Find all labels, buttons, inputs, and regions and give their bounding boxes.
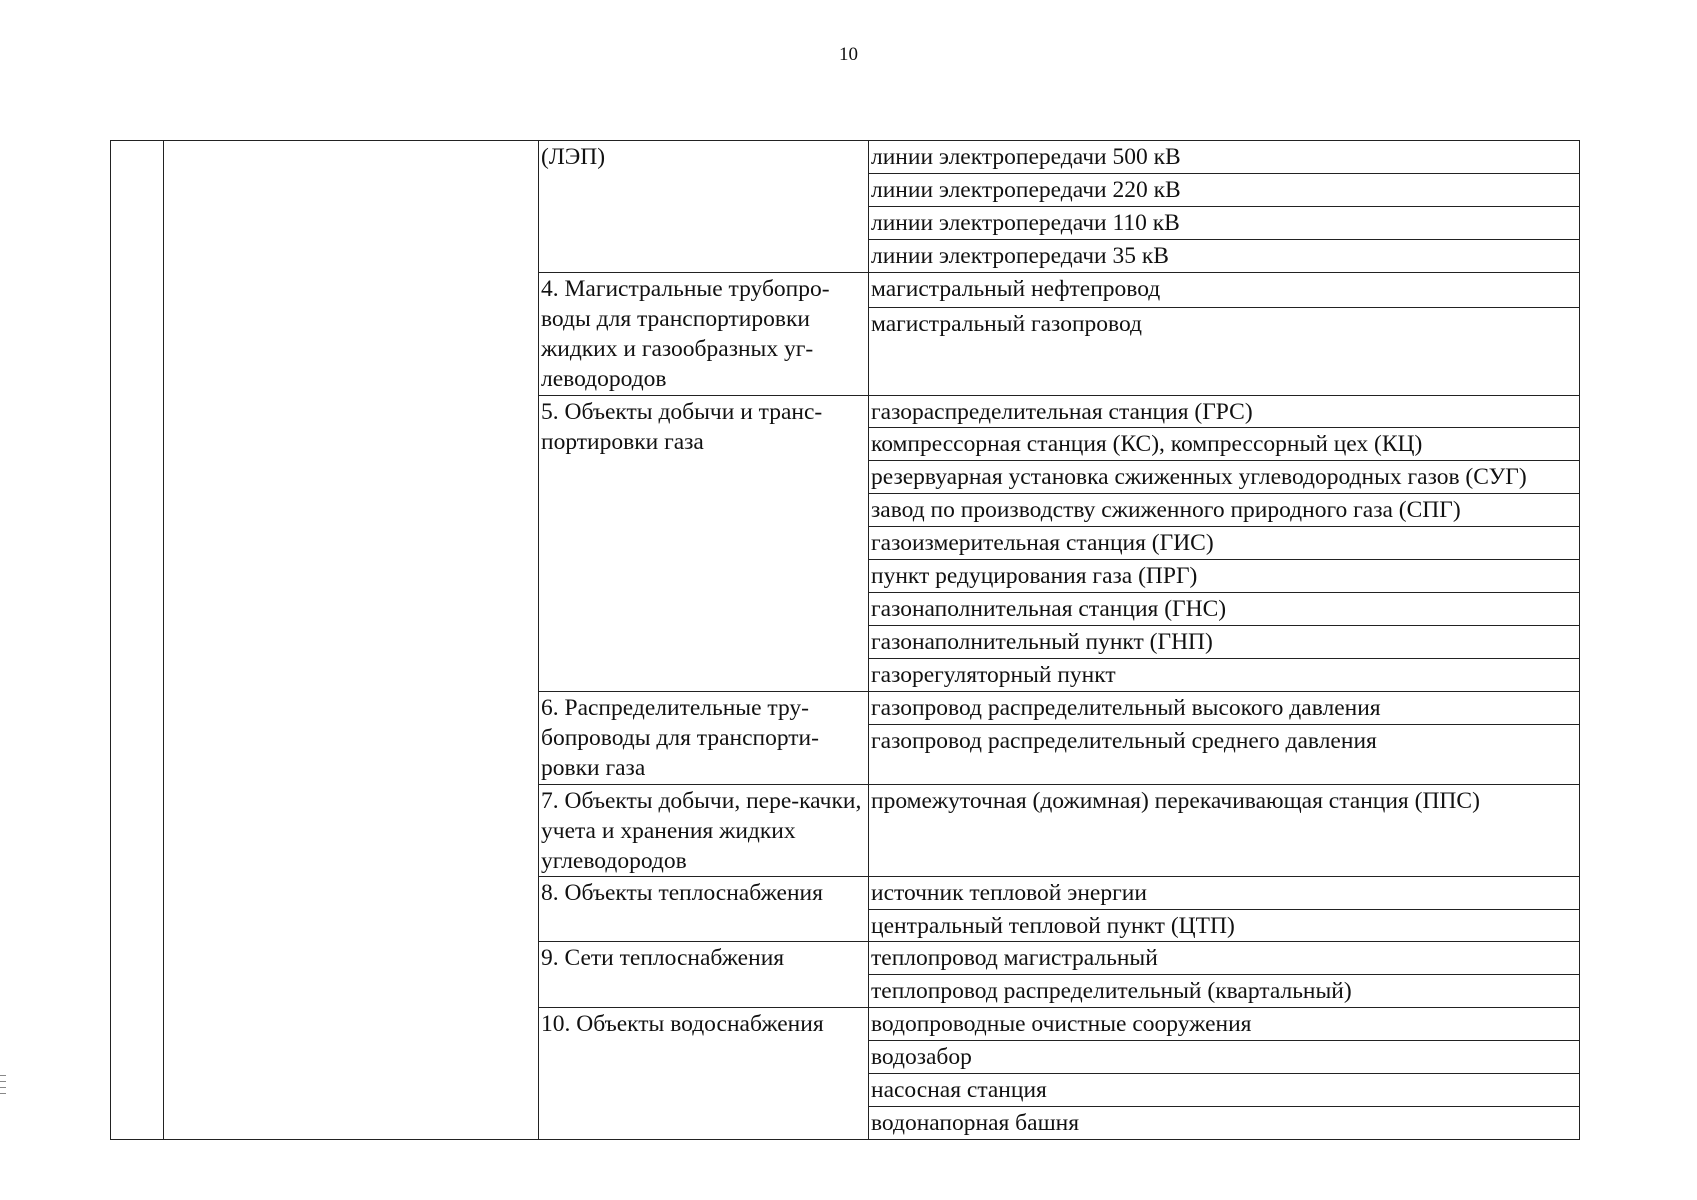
object-cell: линии электропередачи 110 кВ — [869, 206, 1580, 239]
category-cell: 8. Объекты теплоснабжения — [539, 876, 869, 942]
category-cell: (ЛЭП) — [539, 141, 869, 273]
table-row — [111, 141, 1580, 174]
category-cell: 6. Распределительные тру-бопроводы для транспорти-ровки газа — [539, 691, 869, 784]
object-cell: газопровод распределительный среднего давления — [869, 724, 1580, 784]
object-cell: компрессорная станция (КС), компрессорный цех (КЦ) — [869, 428, 1580, 461]
object-cell: линии электропередачи 220 кВ — [869, 173, 1580, 206]
objects-table — [110, 140, 1580, 1140]
object-cell: источник тепловой энергии — [869, 876, 1580, 909]
scan-margin-mark — [0, 1075, 6, 1095]
category-cell: 4. Магистральные трубопро-воды для транспортировки жидких и газообразных уг-леводородов — [539, 272, 869, 395]
category-cell: 10. Объекты водоснабжения — [539, 1008, 869, 1140]
object-cell: водонапорная башня — [869, 1106, 1580, 1139]
page-number: 10 — [839, 44, 858, 65]
object-cell: завод по производству сжиженного природного газа (СПГ) — [869, 494, 1580, 527]
object-cell: резервуарная установка сжиженных углеводородных газов (СУГ) — [869, 461, 1580, 494]
category-cell: 5. Объекты добычи и транс-портировки газа — [539, 395, 869, 691]
object-cell: насосная станция — [869, 1074, 1580, 1107]
category-cell: 7. Объекты добычи, пере-качки, учета и хранения жидких углеводородов — [539, 784, 869, 876]
object-cell: газорегуляторный пункт — [869, 658, 1580, 691]
number-column-cell — [111, 141, 164, 1140]
object-cell: магистральный газопровод — [869, 307, 1580, 395]
object-cell: газонаполнительная станция (ГНС) — [869, 593, 1580, 626]
object-cell: газоизмерительная станция (ГИС) — [869, 527, 1580, 560]
object-cell: линии электропередачи 35 кВ — [869, 239, 1580, 272]
object-cell: магистральный нефтепровод — [869, 272, 1580, 307]
object-cell: линии электропередачи 500 кВ — [869, 141, 1580, 174]
object-cell: водопроводные очистные сооружения — [869, 1008, 1580, 1041]
object-cell: теплопровод распределительный (квартальный) — [869, 975, 1580, 1008]
object-cell: газонаполнительный пункт (ГНП) — [869, 625, 1580, 658]
object-cell: водозабор — [869, 1041, 1580, 1074]
object-cell: промежуточная (дожимная) перекачивающая станция (ППС) — [869, 784, 1580, 876]
object-cell: пункт редуцирования газа (ПРГ) — [869, 560, 1580, 593]
category-cell: 9. Сети теплоснабжения — [539, 942, 869, 1008]
object-cell: теплопровод магистральный — [869, 942, 1580, 975]
object-cell: центральный тепловой пункт (ЦТП) — [869, 909, 1580, 942]
object-cell: газораспределительная станция (ГРС) — [869, 395, 1580, 428]
name-column-cell — [164, 141, 539, 1140]
object-cell: газопровод распределительный высокого давления — [869, 691, 1580, 724]
